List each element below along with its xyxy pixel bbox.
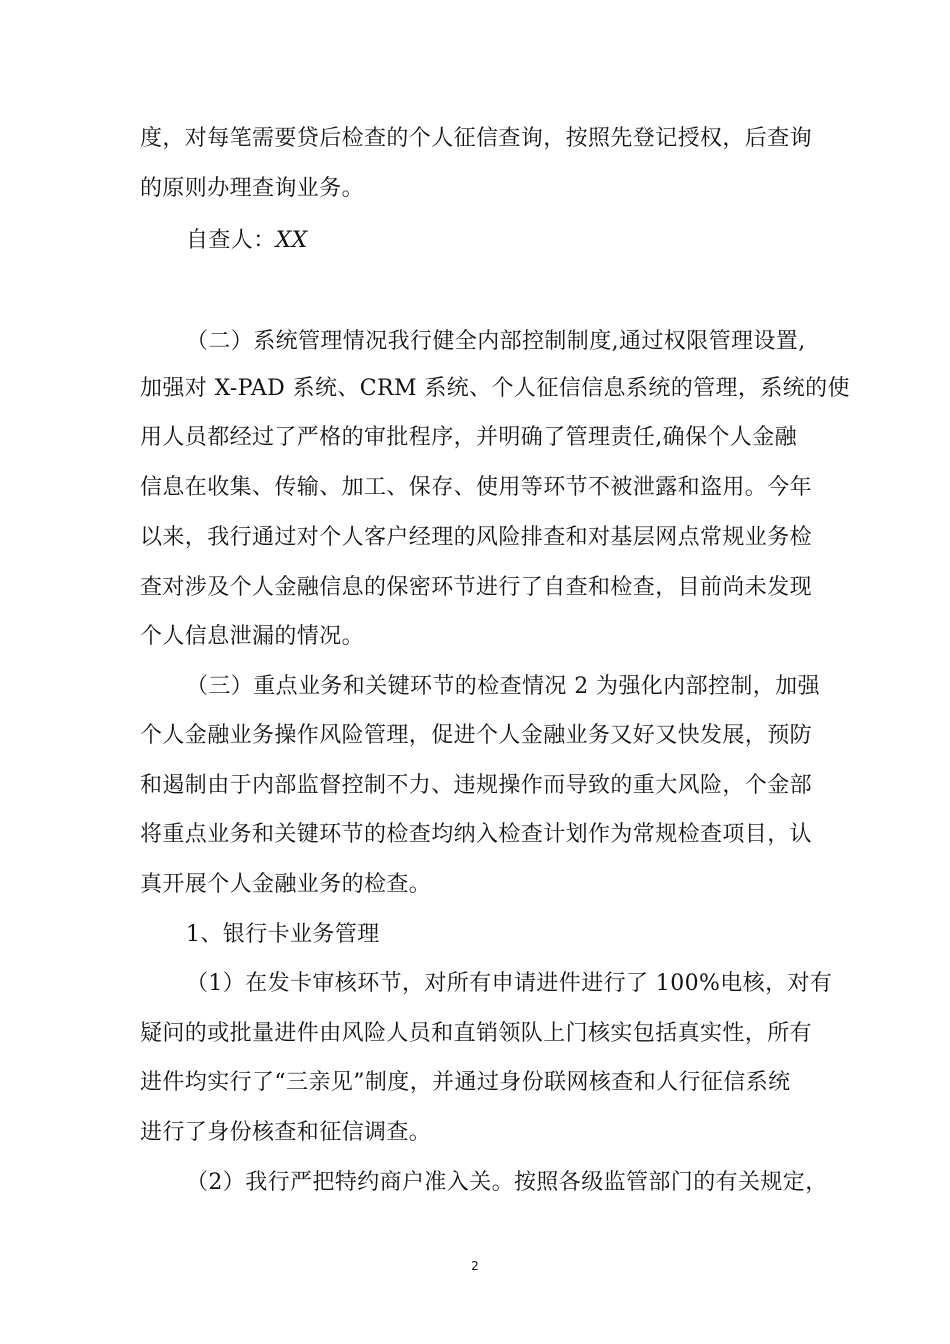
signer-value: XX [275, 228, 308, 253]
signer-line [186, 226, 308, 256]
paragraph-line: 信息在收集、传输、加工、保存、使用等环节不被泄露和盗用。今年 [140, 475, 813, 500]
section-heading: 1、银行卡业务管理 [186, 922, 380, 947]
paragraph-line: 加强对 X-PAD 系统、CRM 系统、个人征信信息系统的管理，系统的使 [140, 376, 850, 401]
paragraph-line: 个人金融业务操作风险管理，促进个人金融业务又好又快发展，预防 [140, 723, 813, 748]
paragraph-line: （1）在发卡审核环节，对所有申请进件进行了 100%电核，对有 [186, 971, 833, 996]
paragraph-line: 和遏制由于内部监督控制不力、违规操作而导致的重大风险，个金部 [140, 773, 813, 798]
paragraph-line: 真开展个人金融业务的检查。 [140, 872, 432, 897]
paragraph-line: 疑问的或批量进件由风险人员和直销领队上门核实包括真实性，所有 [140, 1021, 813, 1046]
paragraph-line: 将重点业务和关键环节的检查均纳入检查计划作为常规检查项目，认 [140, 822, 813, 847]
signer-label: 自查人： [186, 228, 276, 253]
paragraph-line: 查对涉及个人金融信息的保密环节进行了自查和检查，目前尚未发现 [140, 575, 813, 600]
paragraph-line: 的原则办理查询业务。 [140, 176, 365, 201]
paragraph-line: 进件均实行了“三亲见”制度，并通过身份联网核查和人行征信系统 [140, 1070, 791, 1095]
paragraph-line: （三）重点业务和关键环节的检查情况 2 为强化内部控制，加强 [186, 674, 820, 699]
paragraph-line: （二）系统管理情况我行健全内部控制制度,通过权限管理设置, [186, 329, 806, 354]
paragraph-line: 用人员都经过了严格的审批程序，并明确了管理责任,确保个人金融 [140, 425, 797, 450]
paragraph-line: 进行了身份核查和征信调查。 [140, 1120, 432, 1145]
paragraph-line: （2）我行严把特约商户准入关。按照各级监管部门的有关规定， [186, 1170, 828, 1195]
page-number: 2 [471, 1259, 479, 1273]
paragraph-line: 个人信息泄漏的情况。 [140, 624, 365, 649]
paragraph-line: 以来，我行通过对个人客户经理的风险排查和对基层网点常规业务检 [140, 525, 813, 550]
paragraph-line: 度，对每笔需要贷后检查的个人征信查询，按照先登记授权，后查询 [140, 126, 813, 151]
